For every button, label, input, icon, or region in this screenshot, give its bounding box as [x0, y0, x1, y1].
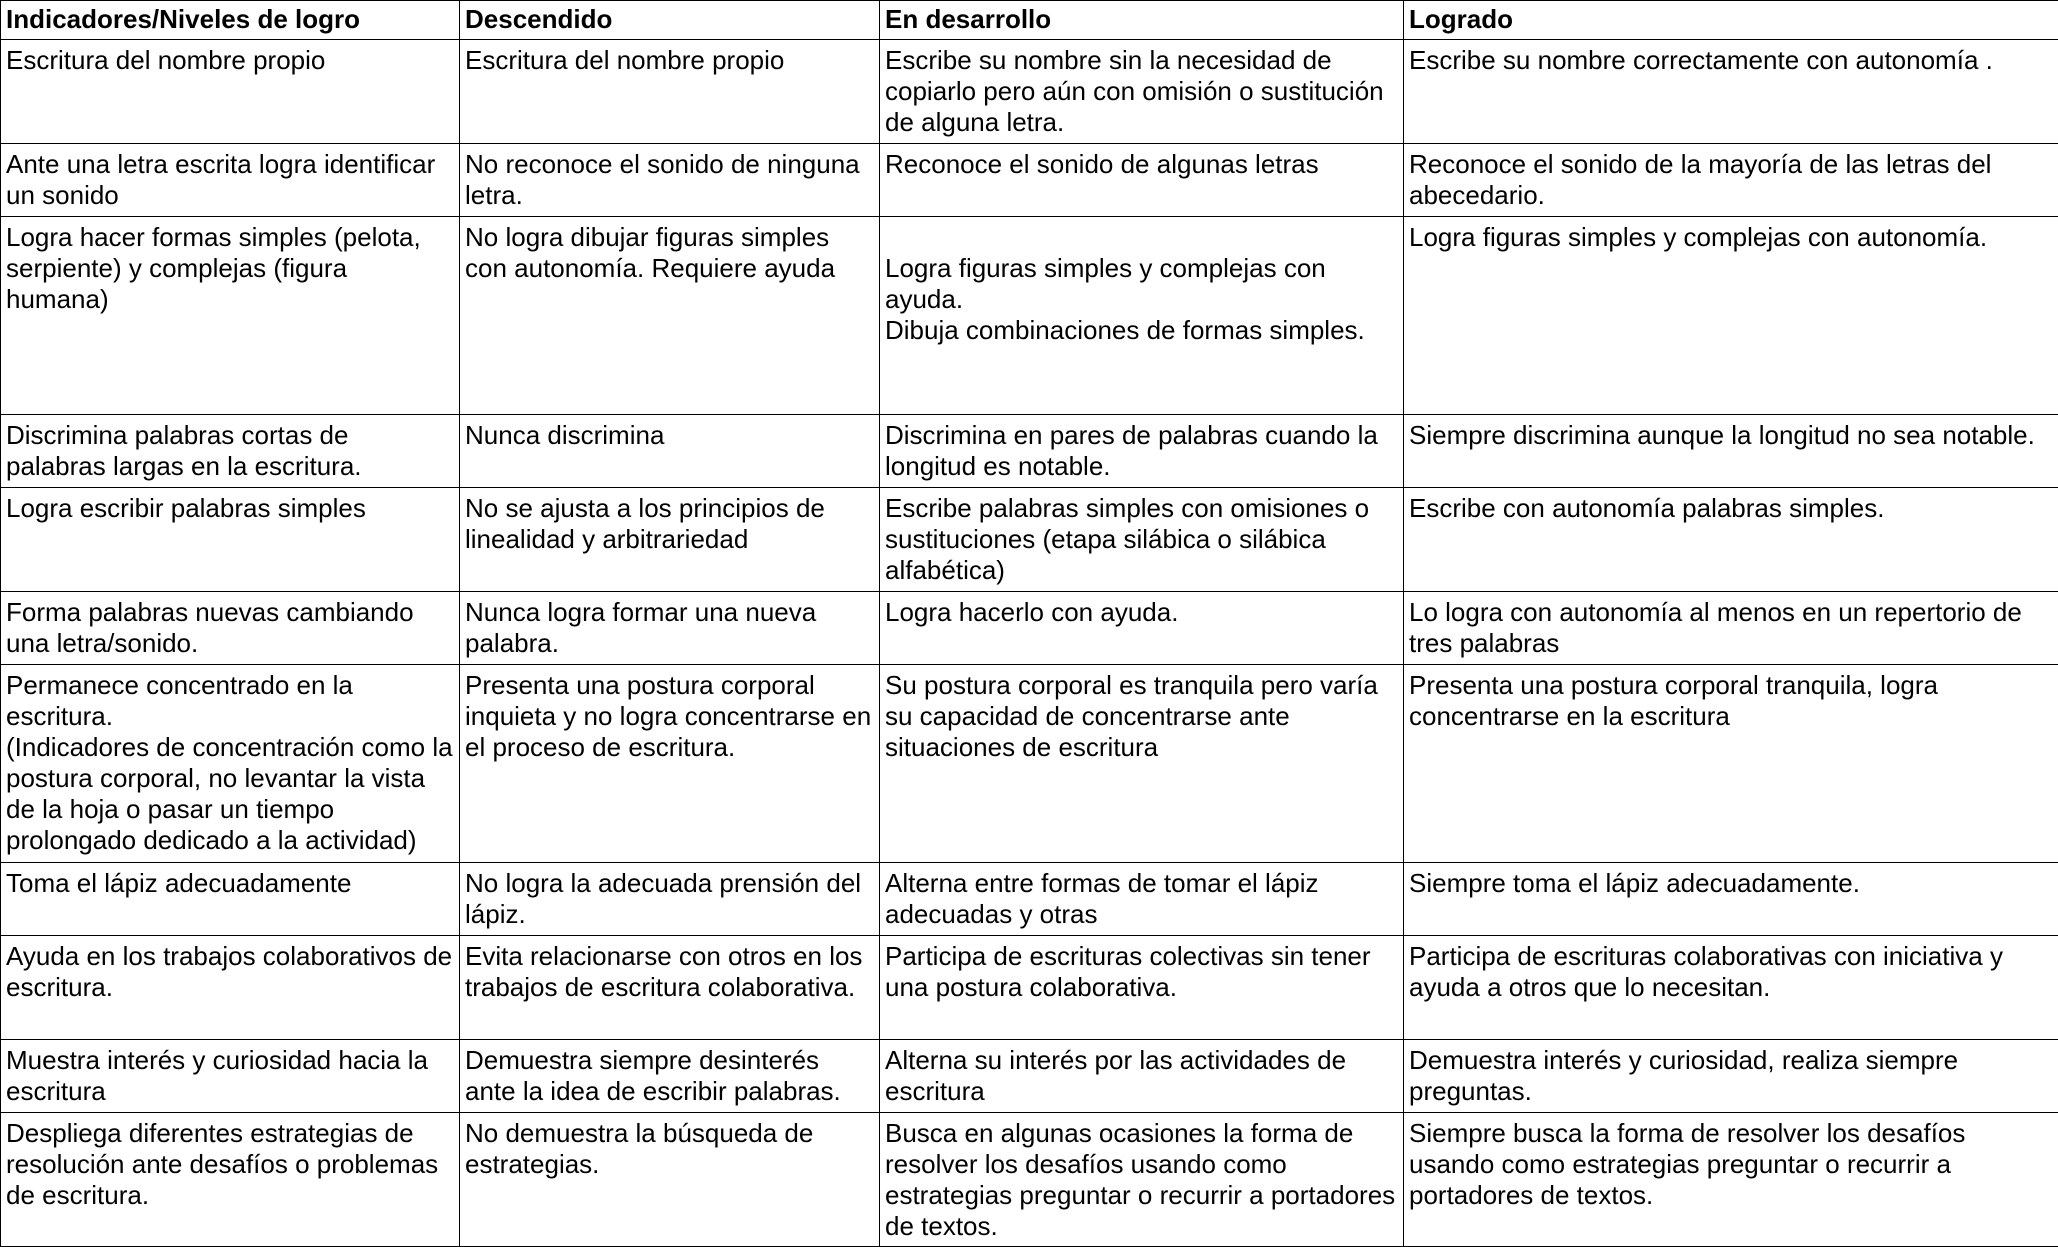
descendido-cell: No reconoce el sonido de ninguna letra.: [460, 144, 880, 217]
logrado-cell: Escribe su nombre correctamente con autonomía .: [1404, 40, 2058, 144]
descendido-cell: No logra dibujar figuras simples con autonomía. Requiere ayuda: [460, 217, 880, 415]
en-desarrollo-cell: Busca en algunas ocasiones la forma de resolver los desafíos usando como estrategias preguntar o recurrir a portadores de textos.: [880, 1113, 1404, 1247]
logrado-cell: Escribe con autonomía palabras simples.: [1404, 488, 2058, 592]
logrado-cell: Participa de escrituras colaborativas con iniciativa y ayuda a otros que lo necesitan.: [1404, 936, 2058, 1040]
header-en-desarrollo: En desarrollo: [880, 1, 1404, 40]
en-desarrollo-cell: Escribe su nombre sin la necesidad de copiarlo pero aún con omisión o sustitución de alguna letra.: [880, 40, 1404, 144]
indicator-cell: Logra hacer formas simples (pelota, serpiente) y complejas (figura humana): [1, 217, 460, 415]
logrado-cell: Siempre discrimina aunque la longitud no sea notable.: [1404, 415, 2058, 488]
indicator-cell: Logra escribir palabras simples: [1, 488, 460, 592]
en-desarrollo-cell: Alterna entre formas de tomar el lápiz adecuadas y otras: [880, 863, 1404, 936]
logrado-cell: Siempre toma el lápiz adecuadamente.: [1404, 863, 2058, 936]
table-row: [1, 1113, 2058, 1247]
indicator-cell: Escritura del nombre propio: [1, 40, 460, 144]
descendido-cell: Evita relacionarse con otros en los trabajos de escritura colaborativa.: [460, 936, 880, 1040]
table-header-row: [1, 1, 2058, 40]
indicator-cell: Ayuda en los trabajos colaborativos de escritura.: [1, 936, 460, 1040]
descendido-cell: Demuestra siempre desinterés ante la idea de escribir palabras.: [460, 1040, 880, 1113]
table-row: [1, 863, 2058, 936]
en-desarrollo-cell: Su postura corporal es tranquila pero varía su capacidad de concentrarse ante situaciones de escritura: [880, 665, 1404, 863]
descendido-cell: No demuestra la búsqueda de estrategias.: [460, 1113, 880, 1247]
indicator-cell: Permanece concentrado en la escritura. (Indicadores de concentración como la postura corporal, no levantar la vista de la hoja o pasar un tiempo prolongado dedicado a la actividad): [1, 665, 460, 863]
en-desarrollo-cell: Logra hacerlo con ayuda.: [880, 592, 1404, 665]
table-row: [1, 1040, 2058, 1113]
indicator-cell: Ante una letra escrita logra identificar un sonido: [1, 144, 460, 217]
indicator-cell: Despliega diferentes estrategias de resolución ante desafíos o problemas de escritura.: [1, 1113, 460, 1247]
descendido-cell: Escritura del nombre propio: [460, 40, 880, 144]
logrado-cell: Presenta una postura corporal tranquila, logra concentrarse en la escritura: [1404, 665, 2058, 863]
indicator-cell: Forma palabras nuevas cambiando una letra/sonido.: [1, 592, 460, 665]
header-indicadores: Indicadores/Niveles de logro: [1, 1, 460, 40]
logrado-cell: Reconoce el sonido de la mayoría de las letras del abecedario.: [1404, 144, 2058, 217]
table-row: [1, 488, 2058, 592]
header-logrado: Logrado: [1404, 1, 2058, 40]
indicator-cell: Toma el lápiz adecuadamente: [1, 863, 460, 936]
en-desarrollo-cell: Discrimina en pares de palabras cuando la longitud es notable.: [880, 415, 1404, 488]
descendido-cell: No se ajusta a los principios de linealidad y arbitrariedad: [460, 488, 880, 592]
table-row: [1, 665, 2058, 863]
logrado-cell: Logra figuras simples y complejas con autonomía.: [1404, 217, 2058, 415]
table-row: [1, 144, 2058, 217]
table-row: [1, 40, 2058, 144]
descendido-cell: Nunca logra formar una nueva palabra.: [460, 592, 880, 665]
logrado-cell: Demuestra interés y curiosidad, realiza siempre preguntas.: [1404, 1040, 2058, 1113]
descendido-cell: Nunca discrimina: [460, 415, 880, 488]
en-desarrollo-cell: Reconoce el sonido de algunas letras: [880, 144, 1404, 217]
en-desarrollo-cell: Participa de escrituras colectivas sin tener una postura colaborativa.: [880, 936, 1404, 1040]
en-desarrollo-cell: Alterna su interés por las actividades de escritura: [880, 1040, 1404, 1113]
logrado-cell: Siempre busca la forma de resolver los desafíos usando como estrategias preguntar o recurrir a portadores de textos.: [1404, 1113, 2058, 1247]
indicator-cell: Muestra interés y curiosidad hacia la escritura: [1, 1040, 460, 1113]
descendido-cell: No logra la adecuada prensión del lápiz.: [460, 863, 880, 936]
table-row: [1, 936, 2058, 1040]
indicator-cell: Discrimina palabras cortas de palabras largas en la escritura.: [1, 415, 460, 488]
header-descendido: Descendido: [460, 1, 880, 40]
table-row: [1, 592, 2058, 665]
table-row: [1, 415, 2058, 488]
logrado-cell: Lo logra con autonomía al menos en un repertorio de tres palabras: [1404, 592, 2058, 665]
en-desarrollo-cell: Logra figuras simples y complejas con ayuda. Dibuja combinaciones de formas simples.: [880, 217, 1404, 415]
table-row: [1, 217, 2058, 415]
en-desarrollo-cell: Escribe palabras simples con omisiones o sustituciones (etapa silábica o silábica alfabética): [880, 488, 1404, 592]
descendido-cell: Presenta una postura corporal inquieta y no logra concentrarse en el proceso de escritura.: [460, 665, 880, 863]
